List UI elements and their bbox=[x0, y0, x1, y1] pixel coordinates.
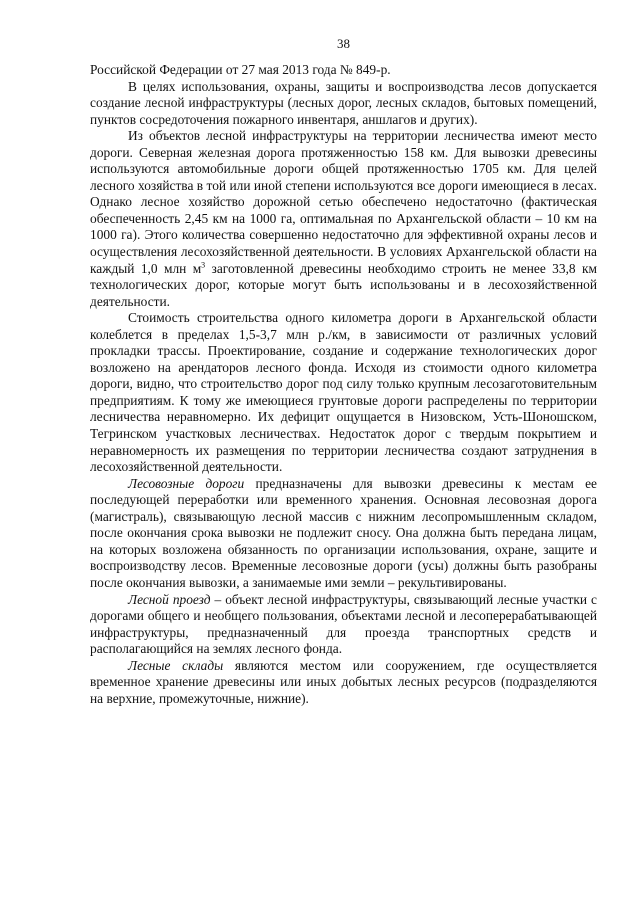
term-timber-yards: Лесные склады bbox=[128, 657, 224, 673]
term-forest-passage: Лесной проезд bbox=[128, 591, 211, 607]
paragraph-continuation: Российской Федерации от 27 мая 2013 года № 849-р. bbox=[90, 62, 391, 77]
paragraph-roads-overview bbox=[90, 128, 597, 310]
paragraph-timber-yards bbox=[90, 658, 597, 708]
timber-yards-definition: являются местом или сооружением, где осуществляется временное хранение древесины или иных добытых лесных ресурсов (подразделяются на верхние, промежуточные, нижние). bbox=[90, 657, 597, 706]
roads-overview-text-part1: Из объектов лесной инфраструктуры на территории лесничества имеют место дороги. Северная железная дорога протяженностью 158 км. Для вывозки древесины используются автомобильные дороги общей протяженностью 1705 км. Для целей лесного хозяйства в той или иной степени используются все дороги имеющиеся в лесах. Однако лесное хозяйство дорожной сетью обеспечено недостаточно (фактическая обеспеченность 2,45 км на 1000 га, оптимальная по Архангельской области – 10 км на 1000 га). Этого количества совершенно недостаточно для эффективной охраны лесов и осуществления лесохозяйственной деятельности. В условиях Архангельской области на каждый 1,0 млн м bbox=[90, 128, 597, 276]
document-page bbox=[90, 36, 597, 707]
paragraph-road-cost: Стоимость строительства одного километра дороги в Архангельской области колеблется в пределах 1,5-3,7 млн р./км, в зависимости от различных условий прокладки трассы. Проектирование, создание и содержание технологических дорог возложено на арендаторов лесного фонда. Исходя из стоимости одного километра дороги, видно, что строительство дорог под силу только крупным лесозаготовительным предприятиям. К тому же имеющиеся грунтовые дороги распределены по территории лесничества неравномерно. Их дефицит ощущается в Низовском, Усть-Шоношском, Тегринском участковых лесничествах. Недостаток дорог с твердым покрытием и неравномерность их размещения по территории лесничества создают затруднения в лесохозяйственной деятельности. bbox=[90, 310, 597, 475]
term-logging-roads: Лесовозные дороги bbox=[128, 475, 245, 491]
paragraph-logging-roads bbox=[90, 476, 597, 592]
cubic-superscript: 3 bbox=[201, 260, 206, 270]
paragraph-forest-passage bbox=[90, 592, 597, 658]
roads-overview-text-part2: заготовленной древесины необходимо строить не менее 33,8 км технологических дорог, которые могут быть использованы и в лесохозяйственной деятельности. bbox=[90, 260, 597, 309]
paragraph-forest-infrastructure: В целях использования, охраны, защиты и воспроизводства лесов допускается создание лесной инфраструктуры (лесных дорог, лесных складов, бытовых помещений, пунктов сосредоточения пожарного инвентаря, аншлагов и других). bbox=[90, 78, 597, 127]
forest-passage-definition: – объект лесной инфраструктуры, связывающий лесные участки с дорогами общего и необщего пользования, объектами лесной и лесоперерабатывающей инфраструктуры, предназначенный для проезда транспортных средств и располагающийся на землях лесного фонда. bbox=[90, 591, 597, 657]
page-number: 38 bbox=[337, 36, 350, 51]
logging-roads-definition: предназначены для вывозки древесины к местам ее последующей переработки или временного хранения. Основная лесовозная дорога (магистраль), связывающую лесной массив с нижним лесопромышленным складом, после окончания срока вывозки не подлежит сносу. Она должна быть передана лицам, на которых возложена обязанность по организации использования, охране, защите и воспроизводству лесов. Временные лесовозные дороги (усы) должны быть разобраны после окончания вывозки, а занимаемые ими земли – рекультивированы. bbox=[90, 475, 597, 590]
